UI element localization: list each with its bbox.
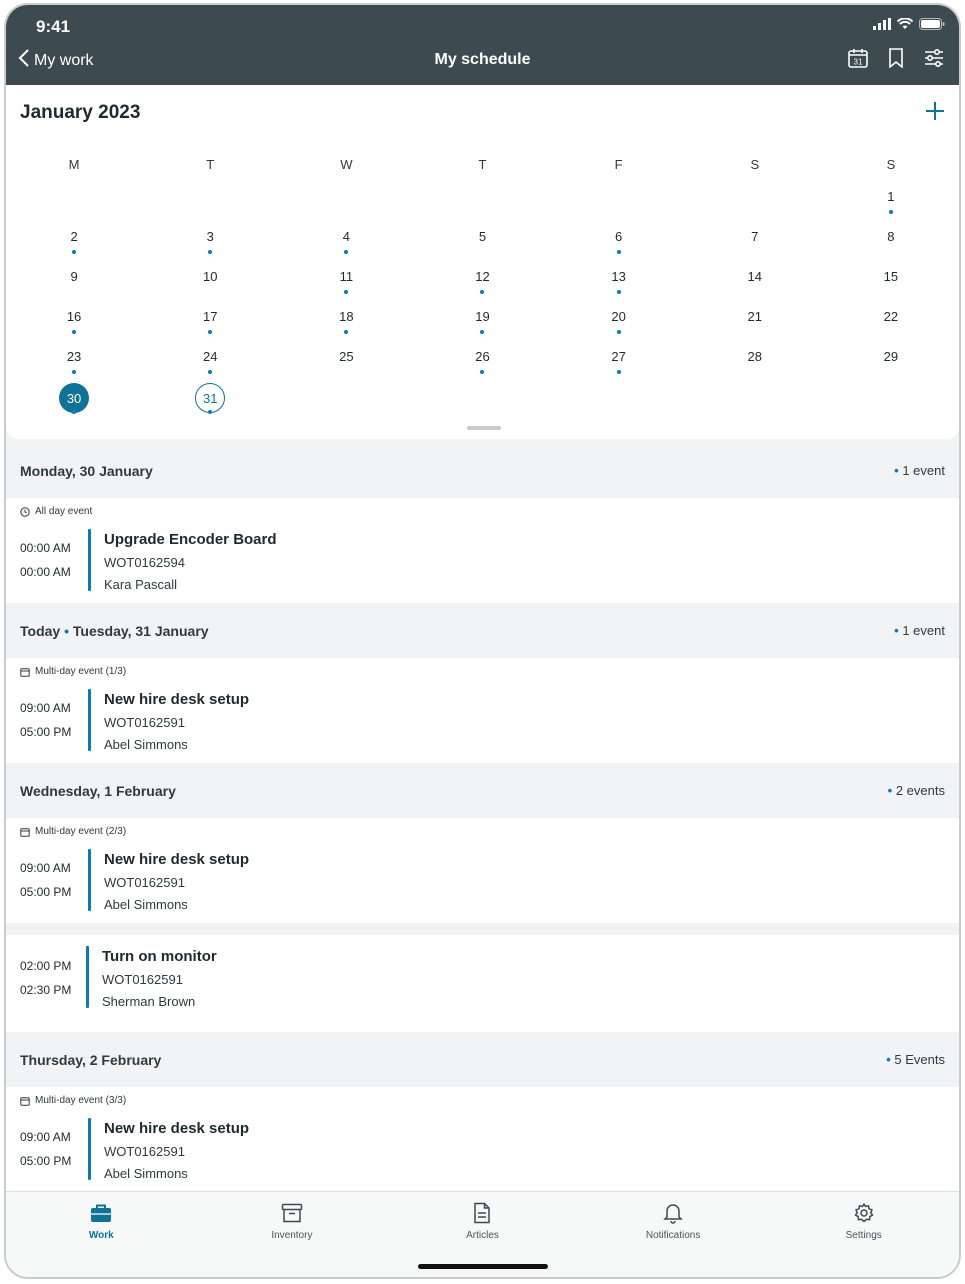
event-count-label: 1 event — [902, 463, 945, 478]
today-day: 31 — [195, 383, 225, 413]
calendar-day[interactable] — [551, 299, 687, 339]
event-flag-label: Multi-day event (3/3) — [35, 1095, 127, 1106]
calendar-empty-cell — [278, 179, 414, 219]
signal-icon — [873, 17, 891, 35]
day-number: 17 — [202, 309, 218, 324]
day-number: 6 — [615, 229, 623, 244]
event-indicator-dot — [72, 250, 76, 254]
event-card[interactable] — [6, 498, 959, 603]
event-number: WOT0162591 — [104, 1144, 185, 1159]
event-flag — [20, 666, 126, 677]
back-label: My work — [34, 51, 94, 69]
calendar-button[interactable] — [847, 47, 869, 69]
day-title-text: Tuesday, 31 January — [72, 622, 209, 639]
tab-label: Inventory — [271, 1230, 313, 1241]
event-card[interactable] — [6, 658, 959, 763]
calendar-day[interactable] — [823, 179, 959, 219]
day-number: 11 — [339, 269, 354, 284]
event-details — [104, 851, 249, 912]
event-indicator-dot — [72, 410, 76, 414]
clock-icon — [20, 507, 30, 517]
status-icons — [873, 17, 945, 35]
event-details — [104, 531, 277, 592]
divider — [6, 923, 959, 935]
event-count-label: 5 Events — [894, 1052, 945, 1067]
event-card[interactable] — [6, 818, 959, 923]
top-bar — [6, 5, 959, 85]
event-flag — [20, 506, 92, 517]
day-title: Wednesday, 1 February — [20, 782, 176, 799]
event-count-label: 1 event — [902, 623, 945, 638]
calendar-day[interactable] — [414, 299, 550, 339]
day-number: 29 — [883, 349, 899, 364]
calendar-day[interactable] — [278, 219, 414, 259]
event-indicator-dot — [344, 330, 348, 334]
calendar-day[interactable] — [687, 259, 823, 299]
day-header-tuesday — [6, 603, 959, 658]
event-start: 09:00 AM — [20, 1130, 71, 1144]
month-title: January 2023 — [20, 102, 141, 123]
calendar-day[interactable] — [414, 339, 550, 379]
event-times — [20, 954, 71, 1002]
event-title: Upgrade Encoder Board — [104, 531, 277, 548]
agenda-list — [6, 443, 959, 1192]
calendar-day[interactable] — [6, 379, 142, 419]
calendar-day[interactable] — [823, 339, 959, 379]
calendar-day[interactable] — [278, 339, 414, 379]
day-header-wednesday — [6, 763, 959, 818]
weekday-label: W — [340, 157, 353, 172]
day-title: Monday, 30 January — [20, 462, 153, 479]
day-number: 14 — [747, 269, 762, 284]
event-indicator-dot — [208, 410, 212, 414]
calendar-day[interactable] — [278, 259, 414, 299]
event-bar — [88, 689, 91, 751]
tab-inventory[interactable] — [197, 1192, 388, 1277]
calendar-icon — [847, 47, 869, 69]
event-bar — [86, 946, 89, 1008]
calendar-day[interactable] — [6, 259, 142, 299]
event-end: 05:00 PM — [20, 725, 72, 739]
month-calendar — [6, 85, 959, 439]
event-indicator-dot — [344, 290, 348, 294]
bell-icon — [663, 1202, 683, 1224]
event-start: 02:00 PM — [20, 959, 72, 973]
event-count-label: 2 events — [895, 783, 945, 798]
weekday-label: T — [206, 157, 215, 172]
day-number: 5 — [478, 229, 487, 244]
tab-notifications[interactable] — [578, 1192, 769, 1277]
event-number: WOT0162594 — [104, 555, 185, 570]
day-number: 3 — [206, 229, 214, 244]
day-title: Today • Tuesday, 31 January — [20, 622, 209, 639]
event-details — [104, 691, 249, 752]
home-indicator — [418, 1264, 548, 1269]
event-indicator-dot — [480, 330, 484, 334]
calendar-day[interactable] — [6, 339, 142, 379]
event-details — [104, 1120, 249, 1181]
event-indicator-dot — [480, 370, 484, 374]
calendar-day[interactable] — [551, 259, 687, 299]
event-card[interactable] — [6, 935, 959, 1032]
event-bar — [88, 849, 91, 911]
event-end: 02:30 PM — [20, 983, 72, 997]
day-number: 15 — [883, 269, 899, 284]
tab-label: Notifications — [645, 1230, 701, 1241]
event-number: WOT0162591 — [104, 875, 185, 890]
day-number: 22 — [883, 309, 899, 324]
event-indicator-dot — [72, 330, 76, 334]
calendar-day[interactable] — [551, 339, 687, 379]
page-title: My schedule — [434, 51, 531, 68]
event-person: Abel Simmons — [104, 897, 188, 912]
calendar-grid — [6, 179, 959, 419]
drag-handle[interactable] — [467, 426, 501, 430]
filter-button[interactable] — [923, 47, 945, 69]
day-number: 1 — [887, 189, 895, 204]
event-indicator-dot — [617, 370, 621, 374]
event-end: 05:00 PM — [20, 1154, 72, 1168]
event-end: 05:00 PM — [20, 885, 72, 899]
day-number: 12 — [475, 269, 490, 284]
event-indicator-dot — [208, 250, 212, 254]
event-start: 09:00 AM — [20, 701, 71, 715]
event-indicator-dot — [208, 330, 212, 334]
archive-box-icon — [281, 1203, 303, 1223]
day-number: 23 — [66, 349, 82, 364]
calendar-day[interactable] — [687, 299, 823, 339]
event-indicator-dot — [617, 330, 621, 334]
event-flag-label: All day event — [35, 506, 93, 517]
event-count: • 1 event — [894, 463, 945, 478]
calendar-badge: 31 — [853, 57, 863, 67]
wifi-icon — [897, 17, 913, 35]
event-flag-label: Multi-day event (1/3) — [35, 666, 127, 677]
calendar-empty-cell — [142, 179, 278, 219]
event-person: Sherman Brown — [102, 994, 196, 1009]
status-time: 9:41 — [36, 17, 71, 36]
day-number: 10 — [202, 269, 218, 284]
tablet-frame — [4, 3, 961, 1279]
calendar-day[interactable] — [142, 339, 278, 379]
plus-icon — [923, 99, 947, 123]
gear-icon — [853, 1202, 875, 1224]
calendar-empty-cell — [687, 179, 823, 219]
weekday-label: F — [614, 157, 623, 172]
nav-actions — [847, 47, 945, 69]
weekday-label: S — [886, 157, 896, 172]
calendar-day[interactable] — [142, 219, 278, 259]
calendar-day[interactable] — [414, 259, 550, 299]
day-number: 28 — [747, 349, 762, 364]
calendar-day[interactable] — [823, 219, 959, 259]
day-number: 27 — [611, 349, 626, 364]
event-person: Abel Simmons — [104, 737, 188, 752]
selected-day: 30 — [59, 383, 89, 413]
filter-sliders-icon — [924, 49, 944, 67]
event-title: New hire desk setup — [104, 851, 250, 868]
event-indicator-dot — [208, 370, 212, 374]
tab-label: Work — [88, 1230, 114, 1241]
day-number: 2 — [70, 229, 78, 244]
day-header-thursday — [6, 1032, 959, 1087]
add-event-button[interactable] — [923, 99, 947, 123]
day-number: 20 — [611, 309, 626, 324]
day-number: 13 — [611, 269, 626, 284]
calendar-day[interactable] — [142, 299, 278, 339]
day-number: 7 — [751, 229, 759, 244]
calendar-day[interactable] — [414, 219, 550, 259]
calendar-day[interactable] — [551, 219, 687, 259]
calendar-empty-cell — [414, 179, 550, 219]
calendar-day[interactable] — [687, 219, 823, 259]
event-title: Turn on monitor — [102, 948, 217, 965]
event-person: Kara Pascall — [104, 577, 177, 592]
weekday-label: T — [478, 157, 487, 172]
tab-label: Settings — [845, 1230, 882, 1241]
calendar-day[interactable] — [823, 259, 959, 299]
event-count: • 2 events — [887, 783, 945, 798]
event-indicator-dot — [617, 290, 621, 294]
calendar-day[interactable] — [142, 379, 278, 419]
event-indicator-dot — [344, 250, 348, 254]
tab-label: Articles — [466, 1230, 499, 1241]
event-times — [20, 1125, 71, 1173]
event-number: WOT0162591 — [102, 972, 183, 987]
event-flag — [20, 826, 126, 837]
event-title: New hire desk setup — [104, 1120, 250, 1137]
event-times — [20, 536, 71, 584]
bookmark-button[interactable] — [885, 47, 907, 69]
day-number: 18 — [339, 309, 354, 324]
tab-work[interactable] — [6, 1192, 197, 1277]
calendar-day[interactable] — [823, 299, 959, 339]
calendar-day[interactable] — [6, 299, 142, 339]
event-indicator-dot — [889, 210, 893, 214]
weekday-label: S — [750, 157, 760, 172]
day-number: 26 — [475, 349, 490, 364]
briefcase-icon — [90, 1203, 112, 1223]
event-times — [20, 696, 71, 744]
battery-icon — [919, 17, 945, 35]
day-title: Thursday, 2 February — [20, 1051, 162, 1068]
weekday-label: M — [68, 157, 80, 172]
event-bar — [88, 529, 91, 591]
day-number: 16 — [66, 309, 82, 324]
calendar-day[interactable] — [142, 259, 278, 299]
event-start: 09:00 AM — [20, 861, 71, 875]
calendar-empty-cell — [6, 179, 142, 219]
day-number: 4 — [342, 229, 350, 244]
calendar-day[interactable] — [278, 299, 414, 339]
document-icon — [473, 1202, 491, 1224]
event-indicator-dot — [72, 370, 76, 374]
calendar-small-icon — [20, 1096, 30, 1106]
event-bar — [88, 1118, 91, 1180]
event-end: 00:00 AM — [20, 565, 71, 579]
today-label: Today — [20, 622, 61, 639]
event-start: 00:00 AM — [20, 541, 71, 555]
event-card[interactable] — [6, 1087, 959, 1192]
event-details — [102, 948, 217, 1009]
calendar-day[interactable] — [687, 339, 823, 379]
event-indicator-dot — [480, 290, 484, 294]
event-number: WOT0162591 — [104, 715, 185, 730]
day-number: 24 — [202, 349, 218, 364]
day-number: 21 — [747, 309, 762, 324]
calendar-day[interactable] — [6, 219, 142, 259]
event-flag — [20, 1095, 126, 1106]
calendar-empty-cell — [551, 179, 687, 219]
weekday-header — [6, 157, 959, 172]
day-number: 9 — [70, 269, 78, 284]
event-indicator-dot — [617, 250, 621, 254]
event-person: Abel Simmons — [104, 1166, 188, 1181]
day-number: 25 — [339, 349, 354, 364]
tab-settings[interactable] — [768, 1192, 959, 1277]
day-number: 19 — [475, 309, 490, 324]
event-count: • 1 event — [894, 623, 945, 638]
day-header-monday — [6, 443, 959, 498]
bookmark-icon — [888, 48, 904, 68]
event-count: • 5 Events — [886, 1052, 945, 1067]
calendar-small-icon — [20, 667, 30, 677]
event-flag-label: Multi-day event (2/3) — [35, 826, 127, 837]
calendar-small-icon — [20, 827, 30, 837]
day-number: 8 — [887, 229, 895, 244]
event-times — [20, 856, 71, 904]
event-title: New hire desk setup — [104, 691, 250, 708]
